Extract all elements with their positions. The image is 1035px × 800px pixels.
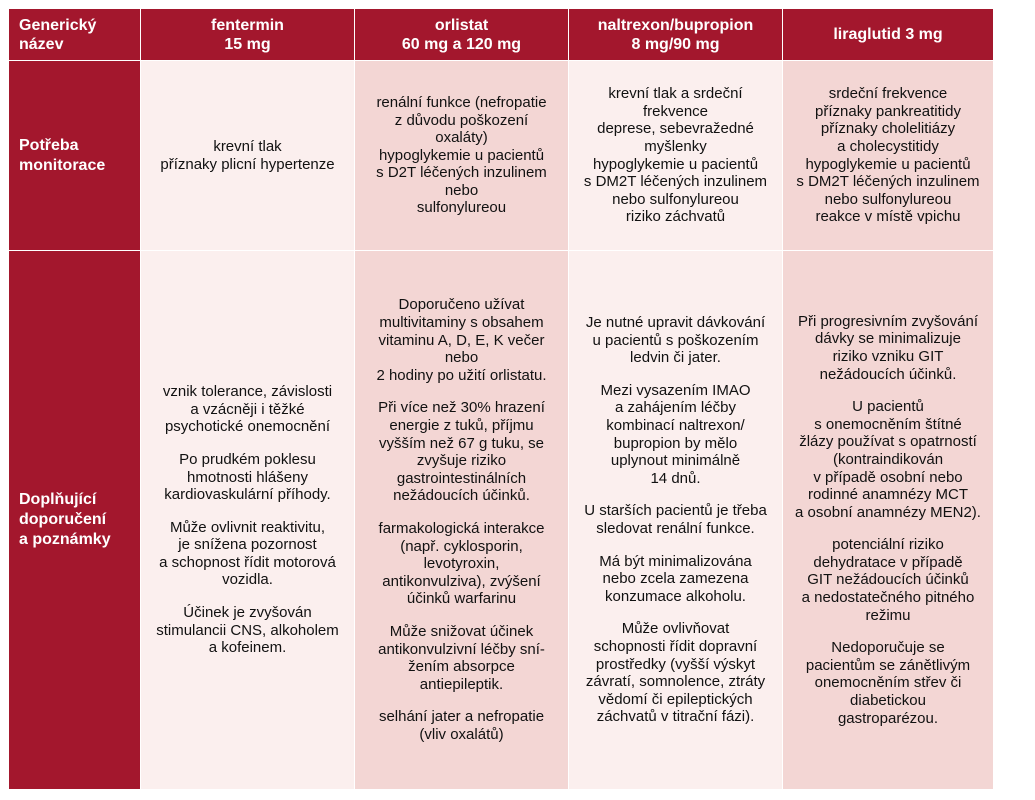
note-text-line: kombinací naltrexon/ [606,417,745,435]
note-text-line: žením absorpce [408,658,515,676]
note-text-line: Při více než 30% hrazení [378,399,545,417]
note-paragraph [358,399,565,505]
note-paragraph [786,398,990,521]
note-text-line: Je nutné upravit dávkování [585,314,766,332]
table-row-notes [9,251,994,790]
cell-text-line: riziko záchvatů [625,208,726,226]
monitoring-cell-naltrexon-bupropion [569,61,783,251]
note-paragraph [572,553,779,606]
note-text-line: nežádoucích účinků. [393,487,530,505]
note-text-line: a osobní anamnézy MEN2). [795,503,981,521]
row-header-monitoring: Potřeba monitorace [9,61,141,251]
note-text-line: vitaminu A, D, E, K večer [378,331,545,349]
cell-text-line: oxaláty) [435,129,488,147]
note-text-line: režimu [865,606,911,624]
note-text-line: a kofeinem. [208,639,287,657]
note-text-line: stimulancii CNS, alkoholem [156,621,339,639]
note-text-line: (kontraindikován [832,450,944,468]
note-text-line: antikonvulzivní léčby sní- [378,640,545,658]
note-text-line: selhání jater a nefropatie [378,708,545,726]
cell-text-line: myšlenky [644,137,707,155]
notes-cell-naltrexon-bupropion [569,251,783,790]
note-text-line: ledvin či jater. [630,349,721,367]
note-paragraph [572,620,779,726]
note-text-line: nežádoucích účinků. [819,365,957,383]
note-text-line: bupropion by mělo [613,434,738,452]
note-text-line: psychotické onemocnění [164,418,331,436]
note-paragraph [358,623,565,693]
note-paragraph [144,519,351,589]
note-text-line: U starších pacientů je třeba [584,502,767,520]
cell-text-line: příznaky plicní hypertenze [160,155,335,173]
note-text-line: sledovat renální funkce. [596,520,755,537]
note-text-line: účinků warfarinu [406,590,517,608]
note-text-line: potenciální riziko [832,536,944,554]
note-text-line: Může ovlivňovat [621,620,730,638]
note-text-line: nebo [444,349,479,367]
cell-text-line: hypoglykemie u pacientů [805,155,971,173]
cell-text-line: s DM2T léčených inzulinem [796,173,980,191]
note-text-line: Může snižovat účinek [389,622,534,640]
note-text-line: závratí, somnolence, ztráty [585,673,766,691]
note-text-line: Může ovlivnit reaktivitu, [169,518,326,536]
note-text-line: (např. cyklosporin, [400,537,523,555]
note-paragraph [144,604,351,657]
note-text-line: u pacientů s poškozením [592,331,759,349]
cell-text-line: deprese, sebevražedné [597,120,754,138]
cell-text-line: reakce v místě vpichu [815,208,961,226]
note-text-line: pacientům se zánětlivým [805,656,971,674]
cell-text-line: srdeční frekvence [828,85,948,103]
note-paragraph [358,520,565,608]
note-text-line: žlázy používat s opatrností [799,433,977,451]
note-text-line: a vzácněji i těžké [190,400,305,418]
cell-text-line: sulfonylureou [416,199,507,217]
note-text-line: antiepileptik. [419,675,504,693]
cell-text-line: frekvence [642,102,709,120]
note-text-line: gastroparézou. [837,709,939,727]
notes-cell-orlistat [355,251,569,790]
table-row-monitoring [9,61,994,251]
cell-text-line: renální funkce (nefropatie [376,93,547,111]
note-text-line: vznik tolerance, závislosti [162,383,333,401]
row-header-notes: Doplňující doporučení a poznámky [9,251,141,790]
note-text-line: gastrointestinálních [396,469,527,487]
notes-cell-fentermin [141,251,355,790]
note-paragraph [358,296,565,384]
note-text-line: dehydratace v případě [813,553,963,571]
cell-text-line: nebo sulfonylureou [824,190,952,208]
note-text-line: nebo zcela zamezena [602,570,749,588]
column-header-liraglutid: liraglutid 3 mg [783,9,994,61]
note-text-line: rodinné anamnézy MCT [807,486,969,504]
monitoring-cell-liraglutid [783,61,994,251]
cell-text-line: s D2T léčených inzulinem [376,164,547,182]
note-text-line: Doporučeno užívat [398,296,525,314]
column-header-naltrexon-bupropion: naltrexon/bupropion 8 mg/90 mg [569,9,783,61]
note-text-line: antikonvulziva), zvýšení [382,572,541,590]
note-text-line: v případě osobní nebo [813,468,963,486]
cell-text-line: příznaky cholelitiázy [820,120,956,138]
note-text-line: Účinek je zvyšován [183,604,312,622]
note-text-line: hmotnosti hlášeny [187,468,308,486]
cell-text-line: z důvodu poškození [394,111,529,129]
cell-text-line: nebo [444,181,479,199]
note-text-line: je snížena pozornost [178,536,317,554]
cropped-top-text [0,0,1035,8]
note-text-line: prostředky (vyšší výskyt [595,655,756,673]
cell-text-line: a cholecystitidy [837,137,939,155]
note-text-line: kardiovaskulární příhody. [164,486,331,504]
monitoring-cell-fentermin [141,61,355,251]
note-text-line: diabetickou [850,692,926,710]
note-text-line: Mezi vysazením IMAO [600,381,751,399]
note-text-line: schopnosti řídit dopravní [593,637,758,655]
note-text-line: U pacientů [852,398,924,416]
note-text-line: Má být minimalizována [599,552,752,570]
note-text-line: 2 hodiny po užití orlistatu. [376,366,547,384]
note-text-line: uplynout minimálně [610,452,741,470]
note-paragraph [572,502,779,537]
note-text-line: onemocněním střev či [814,674,962,692]
note-paragraph [572,382,779,488]
column-header-orlistat: orlistat 60 mg a 120 mg [355,9,569,61]
table-header-row [9,9,994,61]
note-text-line: Nedoporučuje se [831,639,945,657]
note-text-line: GIT nežádoucích účinků [807,571,969,589]
note-text-line: konzumace alkoholu. [605,587,746,605]
note-text-line: 14 dnů. [650,469,701,487]
note-text-line: farmakologická interakce [378,520,545,537]
note-paragraph [144,451,351,504]
column-header-fentermin: fentermin 15 mg [141,9,355,61]
note-text-line: s onemocněním štítné [814,415,962,433]
note-text-line: vyšším než 67 g tuku, se [378,434,545,452]
note-text-line: a zahájením léčby [615,399,736,417]
note-paragraph [572,314,779,367]
notes-cell-liraglutid [783,251,994,790]
note-text-line: záchvatů v titrační fázi). [596,708,755,726]
monitoring-cell-orlistat [355,61,569,251]
note-text-line: levotyroxin, [423,555,500,573]
drug-comparison-table [8,8,994,790]
cell-text-line: příznaky pankreatitidy [815,102,961,120]
note-text-line: energie z tuků, příjmu [389,417,534,435]
note-paragraph [786,536,990,624]
cell-text-line: nebo sulfonylureou [612,190,739,208]
note-text-line: Při progresivním zvyšování [797,312,979,330]
note-text-line: (vliv oxalátů) [419,725,504,743]
cell-text-line: hypoglykemie u pacientů [592,155,759,173]
cell-text-line: krevní tlak a srdeční [608,85,743,103]
cell-text-line: hypoglykemie u pacientů [378,146,545,164]
note-text-line: zvyšuje riziko [416,452,507,470]
cell-text-line: s DM2T léčených inzulinem [583,173,768,191]
column-header-generic-name: Generický název [9,9,141,61]
note-text-line: vědomí či epileptických [598,690,753,708]
note-paragraph [786,639,990,727]
note-text-line: multivitaminy s obsahem [379,314,544,332]
cell-text-line: krevní tlak [213,137,282,155]
note-text-line: a nedostatečného pitného [801,589,975,607]
note-text-line: dávky se minimalizuje [815,330,961,348]
note-text-line: Po prudkém poklesu [179,450,316,468]
note-paragraph [358,708,565,743]
note-text-line: riziko vzniku GIT [832,347,944,365]
note-text-line: vozidla. [222,571,273,589]
note-text-line: a schopnost řídit motorová [159,553,336,571]
note-paragraph [144,383,351,436]
note-paragraph [786,313,990,383]
